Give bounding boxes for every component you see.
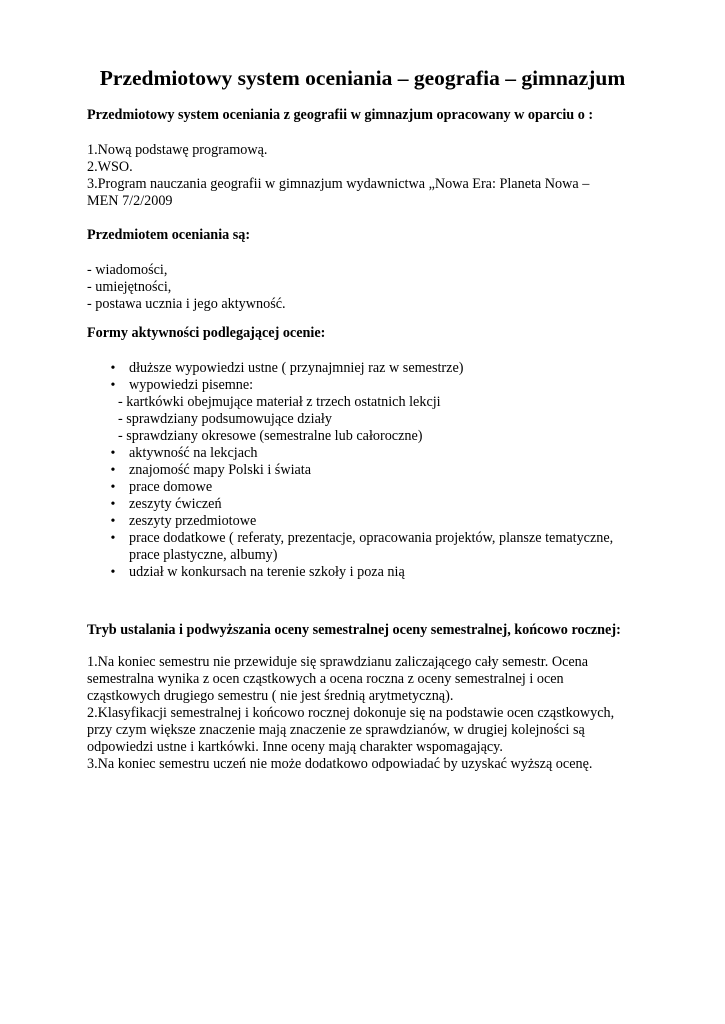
forms-heading: Formy aktywności podlegającej ocenie: <box>87 325 326 341</box>
list-item-text: prace domowe <box>129 479 213 495</box>
subject-heading: Przedmiotem oceniania są: <box>87 227 251 243</box>
list-item-text: aktywność na lekcjach <box>129 445 258 461</box>
mode-text <box>87 654 657 773</box>
page-title: Przedmiotowy system oceniania – geografia – gimnazjum <box>99 66 626 90</box>
list-item-text: udział w konkursach na terenie szkoły i poza nią <box>129 564 405 580</box>
sub-item: - sprawdziany okresowe (semestralne lub całoroczne) <box>118 428 423 444</box>
subject-item: - postawa ucznia i jego aktywność. <box>87 296 286 312</box>
list-item <box>87 530 657 564</box>
bullet-icon: • <box>110 463 116 478</box>
forms-list <box>87 360 657 581</box>
list-item <box>87 445 657 462</box>
bullet-icon: • <box>110 565 116 580</box>
bullet-icon: • <box>110 378 116 393</box>
bullet-icon: • <box>110 514 116 529</box>
list-item <box>87 479 657 496</box>
paragraph-line: 2.Klasyfikacji semestralnej i końcowo rocznej dokonuje się na podstawie ocen cząstkowych, <box>87 705 615 721</box>
list-item-text: wypowiedzi pisemne: <box>129 377 254 393</box>
list-item <box>87 462 657 479</box>
paragraph-line: 3.Na koniec semestru uczeń nie może dodatkowo odpowiadać by uzyskać wyższą ocenę. <box>87 756 593 772</box>
paragraph-line: semestralna wynika z ocen cząstkowych a ocena roczna z oceny semestralnej i ocen <box>87 671 564 687</box>
bullet-icon: • <box>110 446 116 461</box>
bullet-icon: • <box>110 531 116 546</box>
subject-section <box>87 227 657 244</box>
intro-section <box>87 107 657 124</box>
intro-list <box>87 142 657 210</box>
intro-item: 1.Nową podstawę programową. <box>87 142 268 158</box>
list-item-text: zeszyty przedmiotowe <box>129 513 257 529</box>
intro-heading: Przedmiotowy system oceniania z geografii w gimnazjum opracowany w oparciu o : <box>87 107 594 123</box>
paragraph-line: odpowiedzi ustne i kartkówki. Inne oceny mają charakter wspomagający. <box>87 739 503 755</box>
sub-item: - kartkówki obejmujące materiał z trzech ostatnich lekcji <box>118 394 441 410</box>
paragraph-line: 1.Na koniec semestru nie przewiduje się sprawdzianu zaliczającego cały semestr. Ocena <box>87 654 589 670</box>
bullet-icon: • <box>110 361 116 376</box>
paragraph-line: cząstkowych drugiego semestru ( nie jest średnią arytmetyczną). <box>87 688 454 704</box>
bullet-icon: • <box>110 480 116 495</box>
list-item <box>87 564 657 581</box>
list-item-text: zeszyty ćwiczeń <box>129 496 222 512</box>
sub-item: - sprawdziany podsumowujące działy <box>118 411 332 427</box>
mode-section <box>87 622 657 639</box>
paragraph-line: przy czym większe znaczenie mają znaczenie ze sprawdzianów, w drugiej kolejności są <box>87 722 585 738</box>
intro-item: 2.WSO. <box>87 159 133 175</box>
mode-heading: Tryb ustalania i podwyższania oceny semestralnej oceny semestralnej, końcowo rocznej: <box>87 622 621 638</box>
list-item <box>87 496 657 513</box>
list-item <box>87 377 657 394</box>
list-item-text: prace dodatkowe ( referaty, prezentacje, opracowania projektów, plansze tematyczne, <box>129 530 614 546</box>
forms-section <box>87 325 657 342</box>
list-item <box>87 360 657 377</box>
subject-item: - wiadomości, <box>87 262 168 278</box>
subject-list <box>87 262 657 313</box>
list-item-text: prace plastyczne, albumy) <box>129 547 278 563</box>
list-item <box>87 513 657 530</box>
intro-item: 3.Program nauczania geografii w gimnazjum wydawnictwa „Nowa Era: Planeta Nowa – <box>87 176 590 192</box>
subject-item: - umiejętności, <box>87 279 172 295</box>
list-item-text: znajomość mapy Polski i świata <box>129 462 312 478</box>
list-item-text: dłuższe wypowiedzi ustne ( przynajmniej raz w semestrze) <box>129 360 464 376</box>
bullet-icon: • <box>110 497 116 512</box>
intro-item: MEN 7/2/2009 <box>87 193 173 209</box>
